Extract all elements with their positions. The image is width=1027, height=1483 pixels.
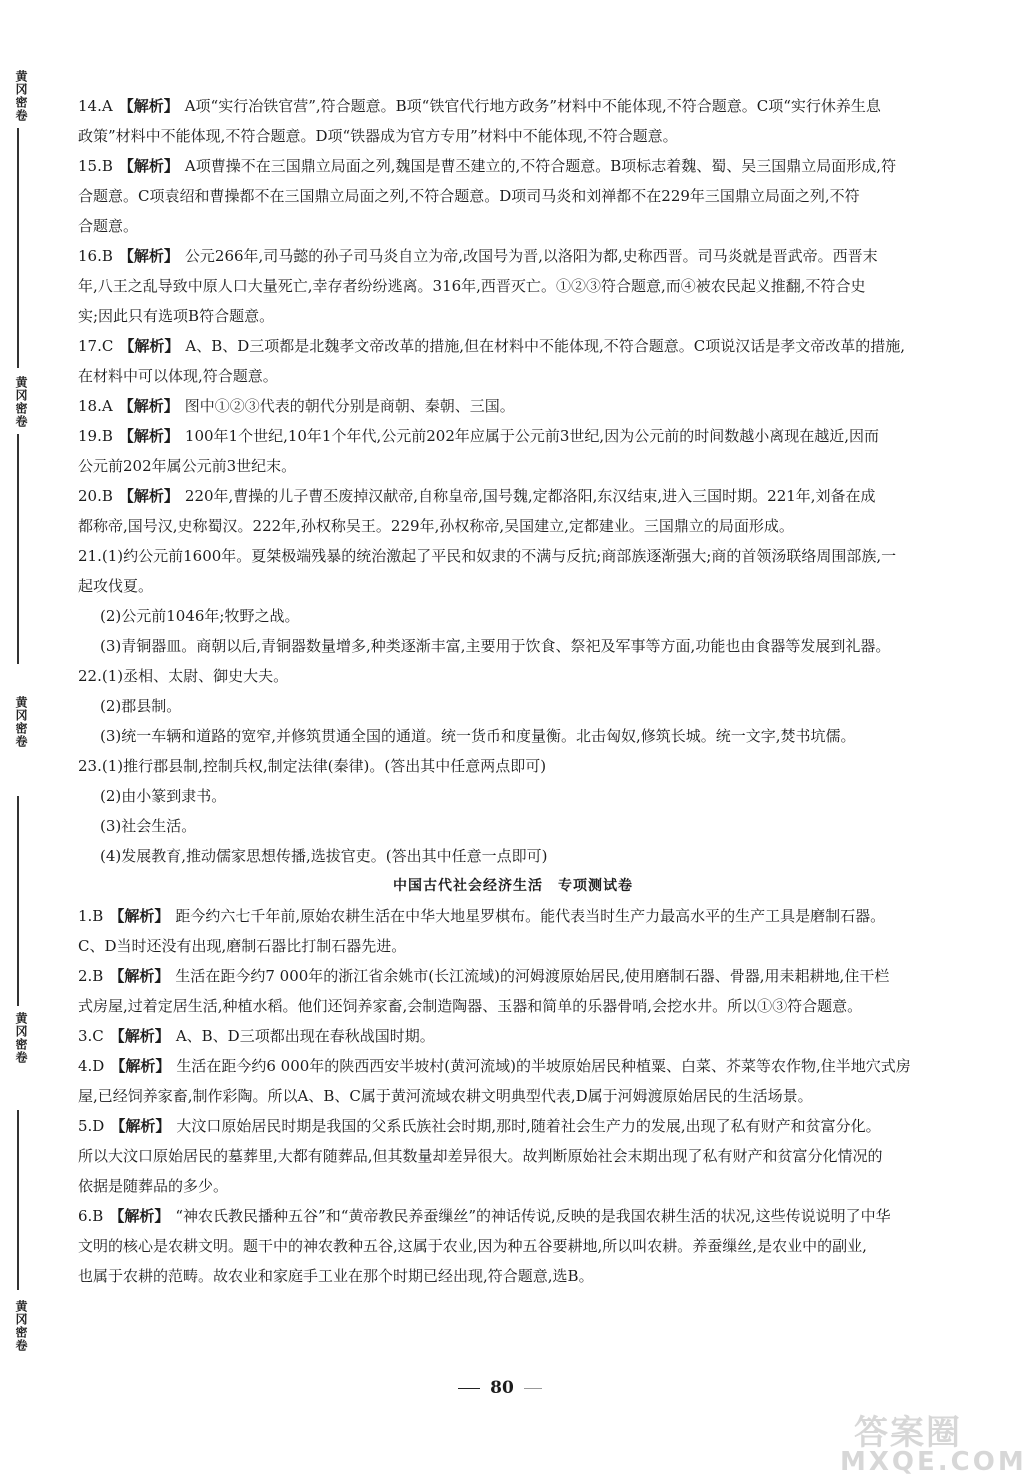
- answer-continuation: [78, 216, 948, 236]
- answer-text: 年,八王之乱导致中原人口大量死亡,幸存者纷纷逃离。316年,西晋灭亡。①②③符合题意,而④被农民起义推翻,不符合史: [78, 277, 866, 295]
- question-number: 21.: [78, 547, 102, 565]
- question-number: 3.C: [78, 1027, 104, 1045]
- answer-text: 也属于农耕的范畴。故农业和家庭手工业在那个时期已经出现,符合题意,选B。: [78, 1267, 594, 1285]
- answer-continuation: [78, 1236, 948, 1256]
- answer-text: 100年1个世纪,10年1个年代,公元前202年应属于公元前3世纪,因为公元前的时间数越小离现在越近,因而: [184, 427, 879, 445]
- answer-text: (1)约公元前1600年。夏桀极端残暴的统治激起了平民和奴隶的不满与反抗;商部族逐渐强大;商的首领汤联络周围部族,一: [101, 547, 897, 565]
- question-number: 19.B: [78, 427, 113, 445]
- analysis-tag: 【解析】: [109, 907, 170, 925]
- binding-margin: [0, 0, 40, 1483]
- answer-text: 距今约六七千年前,原始农耕生活在中华大地星罗棋布。能代表当时生产力最高水平的生产工具是磨制石器。: [175, 907, 886, 925]
- answer-text: 合题意。C项袁绍和曹操都不在三国鼎立局面之列,不符合题意。D项司马炎和刘禅都不在229年三国鼎立局面之列,不符: [78, 187, 860, 205]
- answer-content: [78, 96, 948, 1296]
- question-number: 18.A: [78, 397, 113, 415]
- analysis-tag: 【解析】: [118, 427, 179, 445]
- answer-text: 大汶口原始居民时期是我国的父系氏族社会时期,那时,随着社会生产力的发展,出现了私有财产和贫富分化。: [176, 1117, 881, 1135]
- answer-text: 依据是随葬品的多少。: [78, 1177, 229, 1195]
- answer-text: 在材料中可以体现,符合题意。: [78, 367, 278, 385]
- answer-text: 生活在距今约6 000年的陕西西安半坡村(黄河流域)的半坡原始居民种植粟、白菜、芥菜等农作物,住半地穴式房: [176, 1057, 911, 1075]
- answer-item: [78, 396, 948, 416]
- analysis-tag: 【解析】: [118, 157, 179, 175]
- answer-continuation: [78, 1146, 948, 1166]
- analysis-tag: 【解析】: [119, 337, 180, 355]
- question-number: 17.C: [78, 337, 114, 355]
- answer-text: 生活在距今约7 000年的浙江省余姚市(长江流域)的河姆渡原始居民,使用磨制石器、骨器,用耒耜耕地,住干栏: [175, 967, 890, 985]
- question-number: 6.B: [78, 1207, 104, 1225]
- answer-text: 图中①②③代表的朝代分别是商朝、秦朝、三国。: [184, 397, 515, 415]
- answer-item: [78, 546, 948, 566]
- analysis-tag: 【解析】: [118, 247, 179, 265]
- sub-answer: (2)郡县制。: [100, 697, 182, 715]
- answer-text: (1)丞相、太尉、御史大夫。: [101, 667, 289, 685]
- page-number: 80: [490, 1378, 514, 1398]
- watermark-logo: [826, 1405, 1027, 1481]
- question-number: 5.D: [78, 1117, 105, 1135]
- answer-continuation: [78, 1176, 948, 1196]
- answer-continuation: [78, 456, 948, 476]
- answer-text: 实;因此只有选项B符合题意。: [78, 307, 275, 325]
- answer-item: [78, 666, 948, 686]
- sub-answer: (4)发展教育,推动儒家思想传播,选拔官吏。(答出其中任意一点即可): [100, 847, 548, 865]
- question-number: 22.: [78, 667, 102, 685]
- answer-continuation: [78, 186, 948, 206]
- analysis-tag: 【解析】: [110, 1057, 171, 1075]
- answer-item: [78, 426, 948, 446]
- answer-continuation: [78, 1086, 948, 1106]
- margin-label: 黄冈密卷: [14, 1300, 28, 1352]
- sub-answer: (3)社会生活。: [100, 817, 197, 835]
- answer-text: 屋,已经饲养家畜,制作彩陶。所以A、B、C属于黄河流域农耕文明典型代表,D属于河姆渡原始居民的生活场景。: [78, 1087, 813, 1105]
- answer-item: [78, 1026, 948, 1046]
- answer-text: “神农氏教民播种五谷”和“黄帝教民养蚕缫丝”的神话传说,反映的是我国农耕生活的状况,这些传说说明了中华: [175, 1207, 891, 1225]
- analysis-tag: 【解析】: [110, 1117, 171, 1135]
- analysis-tag: 【解析】: [118, 97, 179, 115]
- sub-answer: (3)青铜器皿。商朝以后,青铜器数量增多,种类逐渐丰富,主要用于饮食、祭祀及军事等方面,功能也由食器等发展到礼器。: [100, 637, 891, 655]
- margin-label: 黄冈密卷: [14, 1012, 28, 1064]
- answer-item: [78, 96, 948, 116]
- answer-text: 所以大汶口原始居民的墓葬里,大都有随葬品,但其数量却差异很大。故判断原始社会末期出现了私有财产和贫富分化情况的: [78, 1147, 883, 1165]
- watermark-text: 答案圈: [854, 1413, 962, 1453]
- answer-text: 起攻伐夏。: [78, 577, 154, 595]
- question-number: 14.A: [78, 97, 113, 115]
- section-title: 中国古代社会经济生活 专项测试卷: [393, 878, 633, 894]
- answer-item: [78, 1056, 948, 1076]
- margin-rule: [17, 434, 19, 664]
- answer-text: A项“实行冶铁官营”,符合题意。B项“铁官代行地方政务”材料中不能体现,不符合题意。C项“实行休养生息: [184, 97, 881, 115]
- sub-answer: (2)公元前1046年;牧野之战。: [100, 607, 300, 625]
- question-number: 2.B: [78, 967, 104, 985]
- answer-text: 220年,曹操的儿子曹丕废掉汉献帝,自称皇帝,国号魏,定都洛阳,东汉结束,进入三国时期。221年,刘备在成: [184, 487, 876, 505]
- question-number: 1.B: [78, 907, 104, 925]
- answer-text: 都称帝,国号汉,史称蜀汉。222年,孙权称吴王。229年,孙权称帝,吴国建立,定都建业。三国鼎立的局面形成。: [78, 517, 794, 535]
- analysis-tag: 【解析】: [109, 1027, 170, 1045]
- analysis-tag: 【解析】: [118, 487, 179, 505]
- answer-item: [78, 336, 948, 356]
- question-number: 15.B: [78, 157, 113, 175]
- margin-rule: [17, 796, 19, 1006]
- answer-continuation: [78, 996, 948, 1016]
- answer-text: 式房屋,过着定居生活,种植水稻。他们还饲养家畜,会制造陶器、玉器和简单的乐器骨哨,会挖水井。所以①③符合题意。: [78, 997, 863, 1015]
- margin-rule: [17, 1110, 19, 1290]
- answer-item: [78, 966, 948, 986]
- answer-text: 文明的核心是农耕文明。题干中的神农教种五谷,这属于农业,因为种五谷要耕地,所以叫农耕。养蚕缫丝,是农业中的副业,: [78, 1237, 867, 1255]
- footer-dash: [524, 1388, 542, 1389]
- answer-item: [78, 1206, 948, 1226]
- margin-label: 黄冈密卷: [14, 376, 28, 428]
- question-number: 20.B: [78, 487, 113, 505]
- analysis-tag: 【解析】: [109, 1207, 170, 1225]
- answer-item: [78, 1116, 948, 1136]
- answer-continuation: [78, 126, 948, 146]
- section-answer-list: [78, 906, 948, 1286]
- margin-label: 黄冈密卷: [14, 70, 28, 122]
- question-number: 23.: [78, 757, 102, 775]
- watermark-url: MXQE.COM: [840, 1447, 1027, 1477]
- answer-text: 公元266年,司马懿的孙子司马炎自立为帝,改国号为晋,以洛阳为都,史称西晋。司马炎就是晋武帝。西晋末: [184, 247, 878, 265]
- sub-answer: (3)统一车辆和道路的宽窄,并修筑贯通全国的通道。统一货币和度量衡。北击匈奴,修筑长城。统一文字,焚书坑儒。: [100, 727, 856, 745]
- answer-item: [78, 486, 948, 506]
- analysis-tag: 【解析】: [118, 397, 179, 415]
- answer-continuation: [78, 936, 948, 956]
- answer-text: 政策”材料中不能体现,不符合题意。D项“铁器成为官方专用”材料中不能体现,不符合题意。: [78, 127, 678, 145]
- answer-continuation: [78, 1266, 948, 1286]
- answer-continuation: [78, 276, 948, 296]
- sub-answer: (2)由小篆到隶书。: [100, 787, 227, 805]
- answer-item: [78, 156, 948, 176]
- answer-text: C、D当时还没有出现,磨制石器比打制石器先进。: [78, 937, 407, 955]
- answer-item: [78, 246, 948, 266]
- analysis-tag: 【解析】: [109, 967, 170, 985]
- margin-label: 黄冈密卷: [14, 696, 28, 748]
- answer-list: [78, 96, 948, 866]
- answer-text: A项曹操不在三国鼎立局面之列,魏国是曹丕建立的,不符合题意。B项标志着魏、蜀、吴三国鼎立局面形成,符: [184, 157, 897, 175]
- answer-text: 合题意。: [78, 217, 139, 235]
- page-footer: [0, 1378, 1000, 1398]
- question-number: 16.B: [78, 247, 113, 265]
- answer-continuation: [78, 576, 948, 596]
- footer-dash: [458, 1388, 480, 1389]
- answer-text: A、B、D三项都是北魏孝文帝改革的措施,但在材料中不能体现,不符合题意。C项说汉话是孝文帝改革的措施,: [185, 337, 906, 355]
- answer-item: [78, 756, 948, 776]
- question-number: 4.D: [78, 1057, 105, 1075]
- answer-continuation: [78, 366, 948, 386]
- margin-rule: [17, 128, 19, 368]
- answer-continuation: [78, 306, 948, 326]
- answer-text: A、B、D三项都出现在春秋战国时期。: [175, 1027, 435, 1045]
- answer-continuation: [78, 516, 948, 536]
- answer-text: (1)推行郡县制,控制兵权,制定法律(秦律)。(答出其中任意两点即可): [101, 757, 547, 775]
- answer-item: [78, 906, 948, 926]
- answer-text: 公元前202年属公元前3世纪末。: [78, 457, 297, 475]
